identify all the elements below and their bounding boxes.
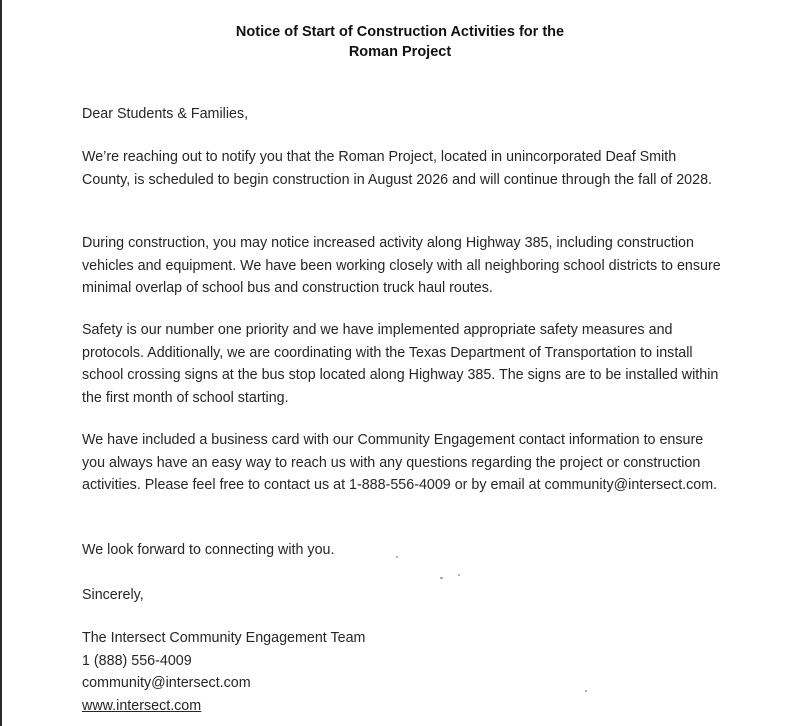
title-line-1: Notice of Start of Construction Activities for the [235, 24, 565, 40]
signature-team: The Intersect Community Engagement Team [82, 630, 366, 646]
signature-website-link[interactable]: www.intersect.com [82, 697, 202, 714]
signature-email: community@intersect.com [82, 675, 251, 691]
page-edge-border [0, 0, 2, 726]
paragraph-closing-remark: We look forward to connecting with you. [82, 542, 335, 558]
scan-speck [585, 690, 587, 692]
scan-speck [458, 574, 460, 576]
paragraph-highway-activity: During construction, you may notice increased activity along Highway 385, including construction vehicles and equipment. We have been working closely with all neighboring school districts to ensure minimal overlap of school bus and construction truck haul routes. [82, 235, 721, 296]
letter-title [0, 22, 800, 62]
signature-block [82, 627, 722, 717]
title-line-2: Roman Project [348, 44, 452, 60]
paragraph-construction-schedule: We’re reaching out to notify you that the Roman Project, located in unincorporated Deaf Smith County, is scheduled to begin construction in August 2026 and will continue through the fall of 2028. [82, 149, 713, 188]
closing: Sincerely, [82, 587, 144, 603]
scan-speck [396, 556, 398, 558]
paragraph-safety: Safety is our number one priority and we have implemented appropriate safety measures and protocols. Additionally, we are coordinating with the Texas Department of Transportation to install school crossing signs at the bus stop located along Highway 385. The signs are to be installed within the first month of school starting. [82, 322, 719, 406]
paragraph-contact-info: We have included a business card with our Community Engagement contact information to ensure you always have an easy way to reach us with any questions regarding the project or construction activities. Please feel free to contact us at 1-888-556-4009 or by email at community@intersect.com. [82, 432, 718, 493]
salutation: Dear Students & Families, [82, 106, 249, 122]
signature-phone: 1 (888) 556-4009 [82, 652, 192, 669]
scan-speck [440, 577, 443, 579]
